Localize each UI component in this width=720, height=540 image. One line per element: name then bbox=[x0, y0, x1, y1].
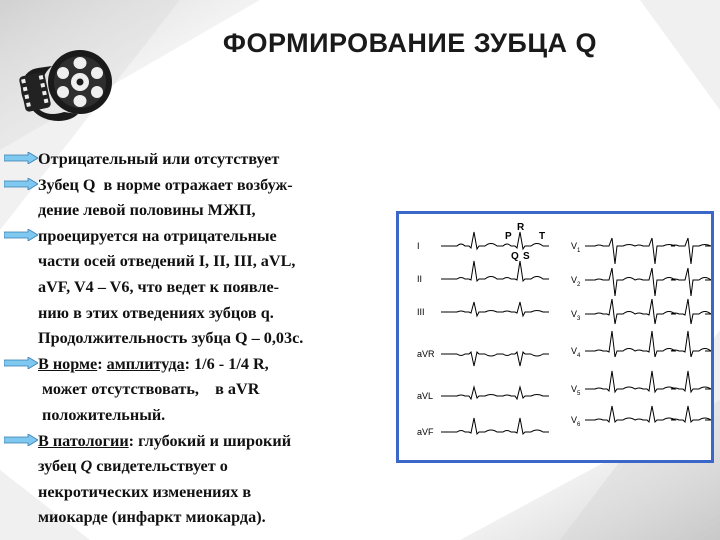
text-line bbox=[38, 173, 383, 199]
arrow-right-icon bbox=[4, 152, 38, 164]
underlined-term: В норме bbox=[38, 354, 98, 373]
ecg-wave-label: P bbox=[505, 231, 512, 242]
text-line bbox=[38, 326, 383, 352]
ecg-trace bbox=[441, 387, 549, 399]
text-line bbox=[38, 480, 383, 506]
ecg-trace bbox=[441, 352, 549, 366]
ecg-trace bbox=[585, 268, 711, 296]
text-line bbox=[38, 198, 383, 224]
ecg-lead-label: V bbox=[571, 384, 578, 394]
body-text bbox=[38, 147, 383, 531]
text-segment: зубец bbox=[38, 457, 81, 476]
text-line bbox=[38, 249, 383, 275]
ecg-trace bbox=[441, 302, 549, 316]
ecg-trace bbox=[585, 299, 711, 324]
text-line bbox=[38, 275, 383, 301]
text-segment: : 1/6 - 1/4 R, bbox=[184, 354, 269, 373]
text-segment: проецируется на отрицательные bbox=[38, 226, 277, 245]
ecg-lead-label: V bbox=[571, 346, 578, 356]
ecg-lead-label: V bbox=[571, 241, 578, 251]
text-segment: положительный. bbox=[38, 405, 166, 424]
ecg-wave-label: Q bbox=[511, 251, 519, 262]
arrow-right-icon bbox=[4, 178, 38, 190]
text-line bbox=[38, 377, 383, 403]
underlined-term: амплитуда bbox=[106, 354, 185, 373]
ecg-lead-label: III bbox=[417, 307, 425, 317]
text-line bbox=[38, 454, 383, 480]
italic-term: Q bbox=[80, 457, 93, 476]
text-segment: дение левой половины МЖП, bbox=[38, 201, 256, 220]
text-segment: некротических изменениях в bbox=[38, 482, 252, 501]
ecg-lead-subscript: 6 bbox=[577, 422, 581, 428]
ecg-lead-subscript: 1 bbox=[577, 248, 581, 254]
ecg-trace bbox=[441, 418, 549, 434]
ecg-lead-subscript: 5 bbox=[577, 391, 581, 397]
text-line bbox=[38, 352, 383, 378]
ecg-lead-label: aVR bbox=[417, 349, 435, 359]
text-line bbox=[38, 403, 383, 429]
text-segment: aVF, V4 – V6, что ведет к появле- bbox=[38, 277, 280, 296]
ecg-lead-subscript: 4 bbox=[577, 353, 581, 359]
ecg-lead-label: II bbox=[417, 274, 423, 284]
ecg-lead-label: V bbox=[571, 309, 578, 319]
ecg-lead-label: V bbox=[571, 275, 578, 285]
ecg-trace bbox=[585, 371, 711, 392]
text-segment: : глубокий и широкий bbox=[128, 431, 292, 450]
ecg-lead-subscript: 3 bbox=[577, 316, 581, 322]
text-segment: Зубец Q в норме отражает возбуж- bbox=[38, 175, 293, 194]
text-line bbox=[38, 429, 383, 455]
page-title: ФОРМИРОВАНИЕ ЗУБЦА Q bbox=[222, 28, 598, 58]
ecg-trace bbox=[441, 261, 549, 281]
arrow-right-icon bbox=[4, 357, 38, 369]
ecg-wave-label: S bbox=[523, 251, 530, 262]
ecg-lead-label: aVL bbox=[417, 391, 434, 401]
text-line bbox=[38, 301, 383, 327]
text-segment: миокарде (инфаркт миокарда). bbox=[38, 508, 266, 527]
film-reel-icon bbox=[8, 30, 128, 130]
ecg-trace bbox=[441, 232, 549, 249]
text-line bbox=[38, 147, 383, 173]
text-segment: Продолжительность зубца Q – 0,03с. bbox=[38, 329, 304, 348]
ecg-lead-label: I bbox=[417, 241, 420, 251]
ecg-lead-subscript: 2 bbox=[577, 282, 581, 288]
text-segment: Отрицательный или отсутствует bbox=[38, 150, 280, 168]
ecg-trace bbox=[585, 238, 711, 264]
text-line bbox=[38, 505, 383, 531]
text-segment: части осей отведений I, II, III, aVL, bbox=[38, 252, 296, 271]
underlined-term: В патологии bbox=[38, 431, 129, 450]
ecg-figure bbox=[396, 211, 714, 463]
text-segment: свидетельствует о bbox=[92, 457, 228, 476]
ecg-lead-label: V bbox=[571, 415, 578, 425]
ecg-wave-label: T bbox=[539, 231, 546, 242]
ecg-wave-label: R bbox=[517, 222, 525, 233]
ecg-trace bbox=[585, 331, 711, 357]
text-segment: : bbox=[97, 354, 107, 373]
text-line bbox=[38, 224, 383, 250]
ecg-lead-label: aVF bbox=[417, 427, 434, 437]
arrow-right-icon bbox=[4, 229, 38, 241]
text-segment: нию в этих отведениях зубцов q. bbox=[38, 303, 274, 322]
ecg-trace bbox=[585, 406, 711, 422]
arrow-right-icon bbox=[4, 434, 38, 446]
text-segment: может отсутствовать, в aVR bbox=[38, 380, 260, 399]
